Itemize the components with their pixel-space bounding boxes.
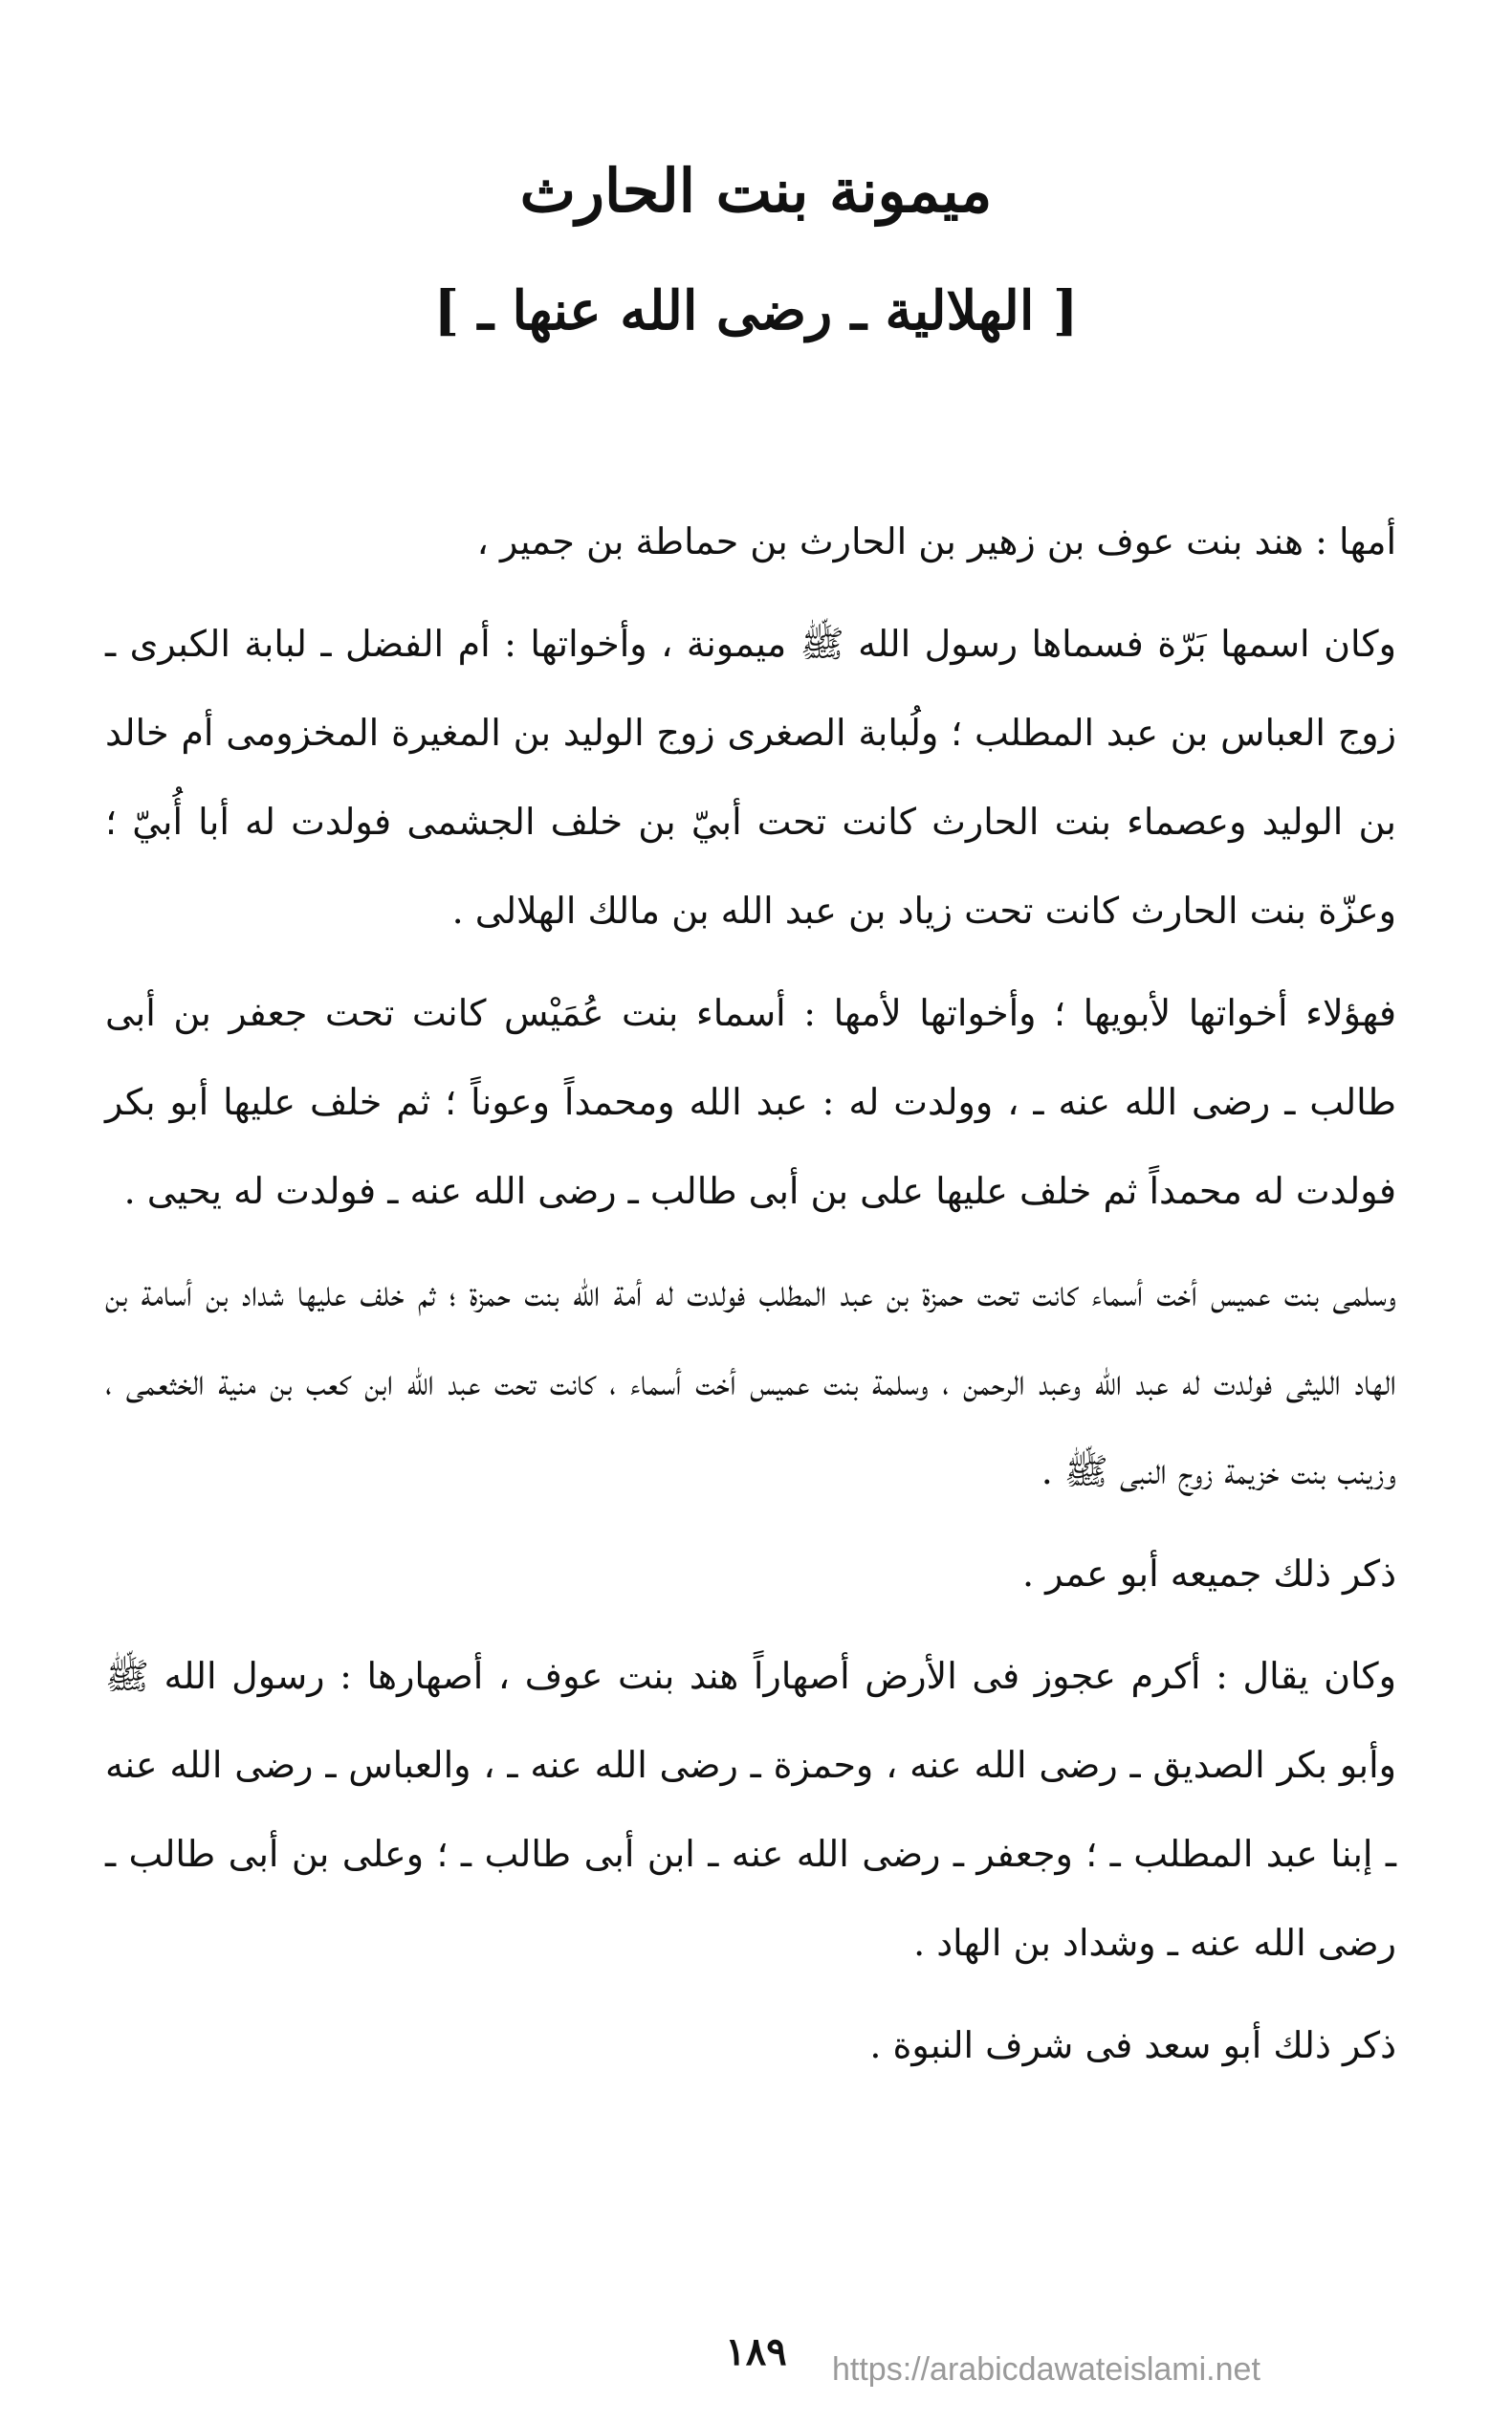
watermark-url: https://arabicdawateislami.net [832,2351,1260,2388]
paragraph-source-abu-umar: ذكر ذلك جميعه أبو عمر . [1022,1553,1396,1595]
page-subtitle: [ الهلالية ـ رضى الله عنها ـ ] [433,279,1079,342]
paragraph-name-and-sisters: وكان اسمها بَرّة فسماها رسول الله ﷺ ميمونة ، وأخواتها : أم الفضل ـ لبابة الكبرى ـ زوج العباس بن عبد المطلب ؛ ولُبابة الصغرى زوج الوليد بن المغيرة المخزومى أم خالد بن الوليد وعصماء بنت الحارث كانت تحت أبيّ بن خلف الجشمى فولدت له أبا أُبيّ ؛ وعزّة بنت الحارث كانت تحت زياد بن عبد الله بن مالك الهلالى . [105,623,1396,932]
paragraph-in-laws: وكان يقال : أكرم عجوز فى الأرض أصهاراً هند بنت عوف ، أصهارها : رسول الله ﷺ وأبو بكر الصديق ـ رضى الله عنه ، وحمزة ـ رضى الله عنه ـ ، والعباس ـ رضى الله عنه ـ إبنا عبد المطلب ـ ؛ وجعفر ـ رضى الله عنه ـ ابن أبى طالب ـ ؛ وعلى بن أبى طالب ـ رضى الله عنه ـ وشداد بن الهاد . [105,1655,1396,1964]
paragraph-salma: وسلمى بنت عميس أخت أسماء كانت تحت حمزة بن عبد المطلب فولدت له أمة الله بنت حمزة ؛ ثم خلف عليها شداد بن أسامة بن الهاد الليثى فولدت له عبد الله وعبد الرحمن ، وسلمة بنت عميس أخت أسماء ، كانت تحت عبد الله ابن كعب بن منية الخثعمى ، وزينب بنت خزيمة زوج النبى ﷺ . [105,1272,1396,1492]
paragraph-maternal-sisters: فهؤلاء أخواتها لأبويها ؛ وأخواتها لأمها : أسماء بنت عُمَيْس كانت تحت جعفر بن أبى طالب ـ رضى الله عنه ـ ، وولدت له : عبد الله ومحمداً وعوناً ؛ ثم خلف عليها أبو بكر فولدت له محمداً ثم خلف عليها على بن أبى طالب ـ رضى الله عنه ـ فولدت له يحيى . [105,992,1396,1212]
paragraph-mother: أمها : هند بنت عوف بن زهير بن الحارث بن حماطة بن جمير ، [476,520,1396,562]
page-title: ميمونة بنت الحارث [519,156,993,226]
body-text [105,497,1396,2104]
page-number: ١٨٩ [725,2329,787,2374]
paragraph-source-abu-saad: ذكر ذلك أبو سعد فى شرف النبوة . [869,2024,1396,2066]
